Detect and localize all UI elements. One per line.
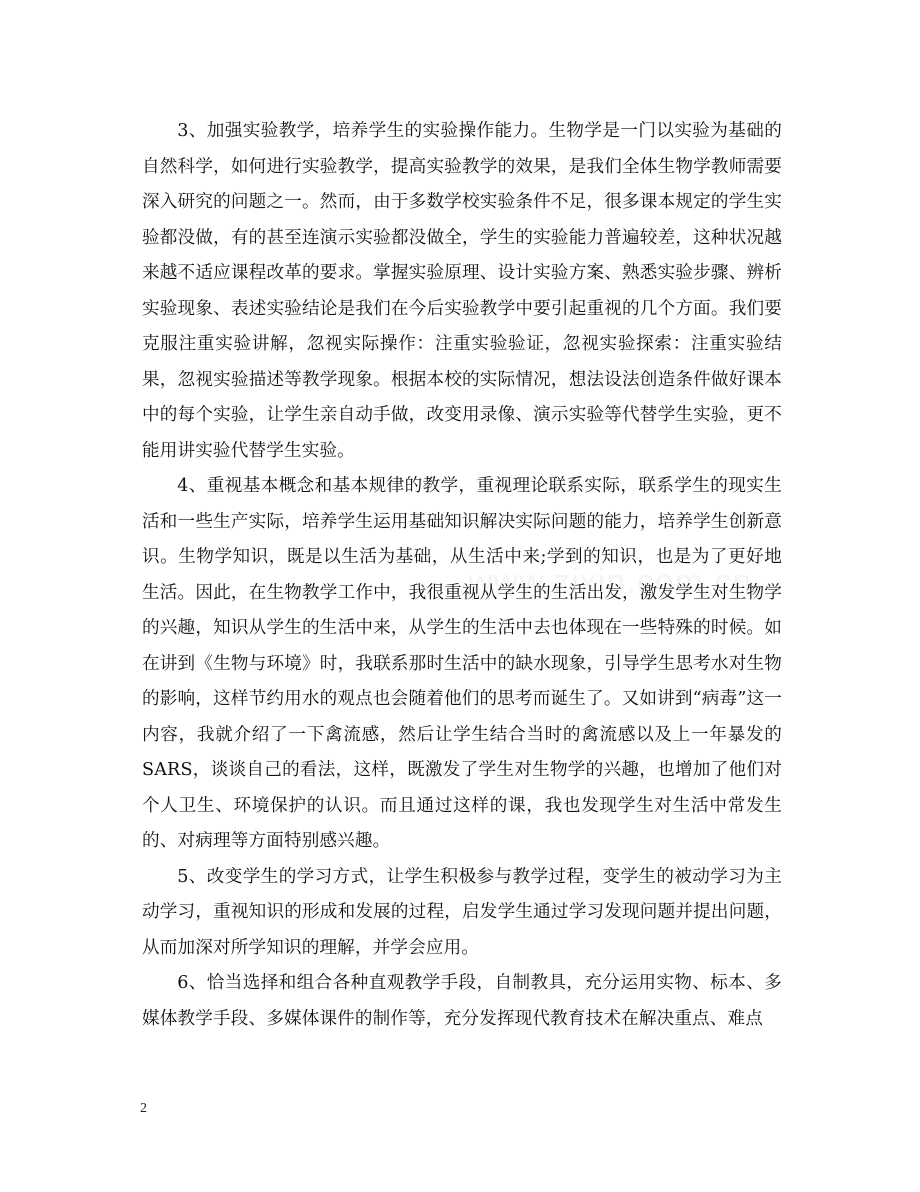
paragraph-5: 5、改变学生的学习方式，让学生积极参与教学过程，变学生的被动学习为主动学习，重视知识的形成和发展的过程，启发学生通过学习发现问题并提出问题，从而加深对所学知识的理解，并学会应用。 xyxy=(142,866,782,958)
paragraph-3: 3、加强实验教学，培养学生的实验操作能力。生物学是一门以实验为基础的自然科学，如何进行实验教学，提高实验教学的效果，是我们全体生物学教师需要深入研究的问题之一。然而，由于多数学校实验条件不足，很多课本规定的学生实验都没做，有的甚至连演示实验都没做全，学生的实验能力普遍较差，这种状况越来越不适应课程改革的要求。掌握实验原理、设计实验方案、熟悉实验步骤、辨析实验现象、表述实验结论是我们在今后实验教学中要引起重视的几个方面。我们要克服注重实验讲解，忽视实际操作：注重实验验证，忽视实验探索：注重实验结果，忽视实验描述等教学现象。根据本校的实际情况，想法设法创造条件做好课本中的每个实验，让学生亲自动手做，改变用录像、演示实验等代替学生实验，更不能用讲实验代替学生实验。 xyxy=(142,121,782,461)
page-number: 2 xyxy=(140,1101,147,1116)
paragraph-6: 6、恰当选择和组合各种直观教学手段，自制教具，充分运用实物、标本、多媒体教学手段、多媒体课件的制作等，充分发挥现代教育技术在解决重点、难点 xyxy=(142,973,782,1029)
paragraph-4: 4、重视基本概念和基本规律的教学，重视理论联系实际，联系学生的现实生活和一些生产实际，培养学生运用基础知识解决实际问题的能力，培养学生创新意识。生物学知识，既是以生活为基础，从生活中来;学到的知识，也是为了更好地生活。因此，在生物教学工作中，我很重视从学生的生活出发，激发学生对生物学的兴趣，知识从学生的生活中来，从学生的生活中去也体现在一些特殊的时候。如在讲到《生物与环境》时，我联系那时生活中的缺水现象，引导学生思考水对生物的影响，这样节约用水的观点也会随着他们的思考而诞生了。又如讲到“病毒”这一内容，我就介绍了一下禽流感，然后让学生结合当时的禽流感以及上一年暴发的SARS，谈谈自己的看法，这样，既激发了学生对生物学的兴趣，也增加了他们对个人卫生、环境保护的认识。而且通过这样的课，我也发现学生对生活中常发生的、对病理等方面特别感兴趣。 xyxy=(142,476,782,851)
document-body xyxy=(142,114,782,1037)
